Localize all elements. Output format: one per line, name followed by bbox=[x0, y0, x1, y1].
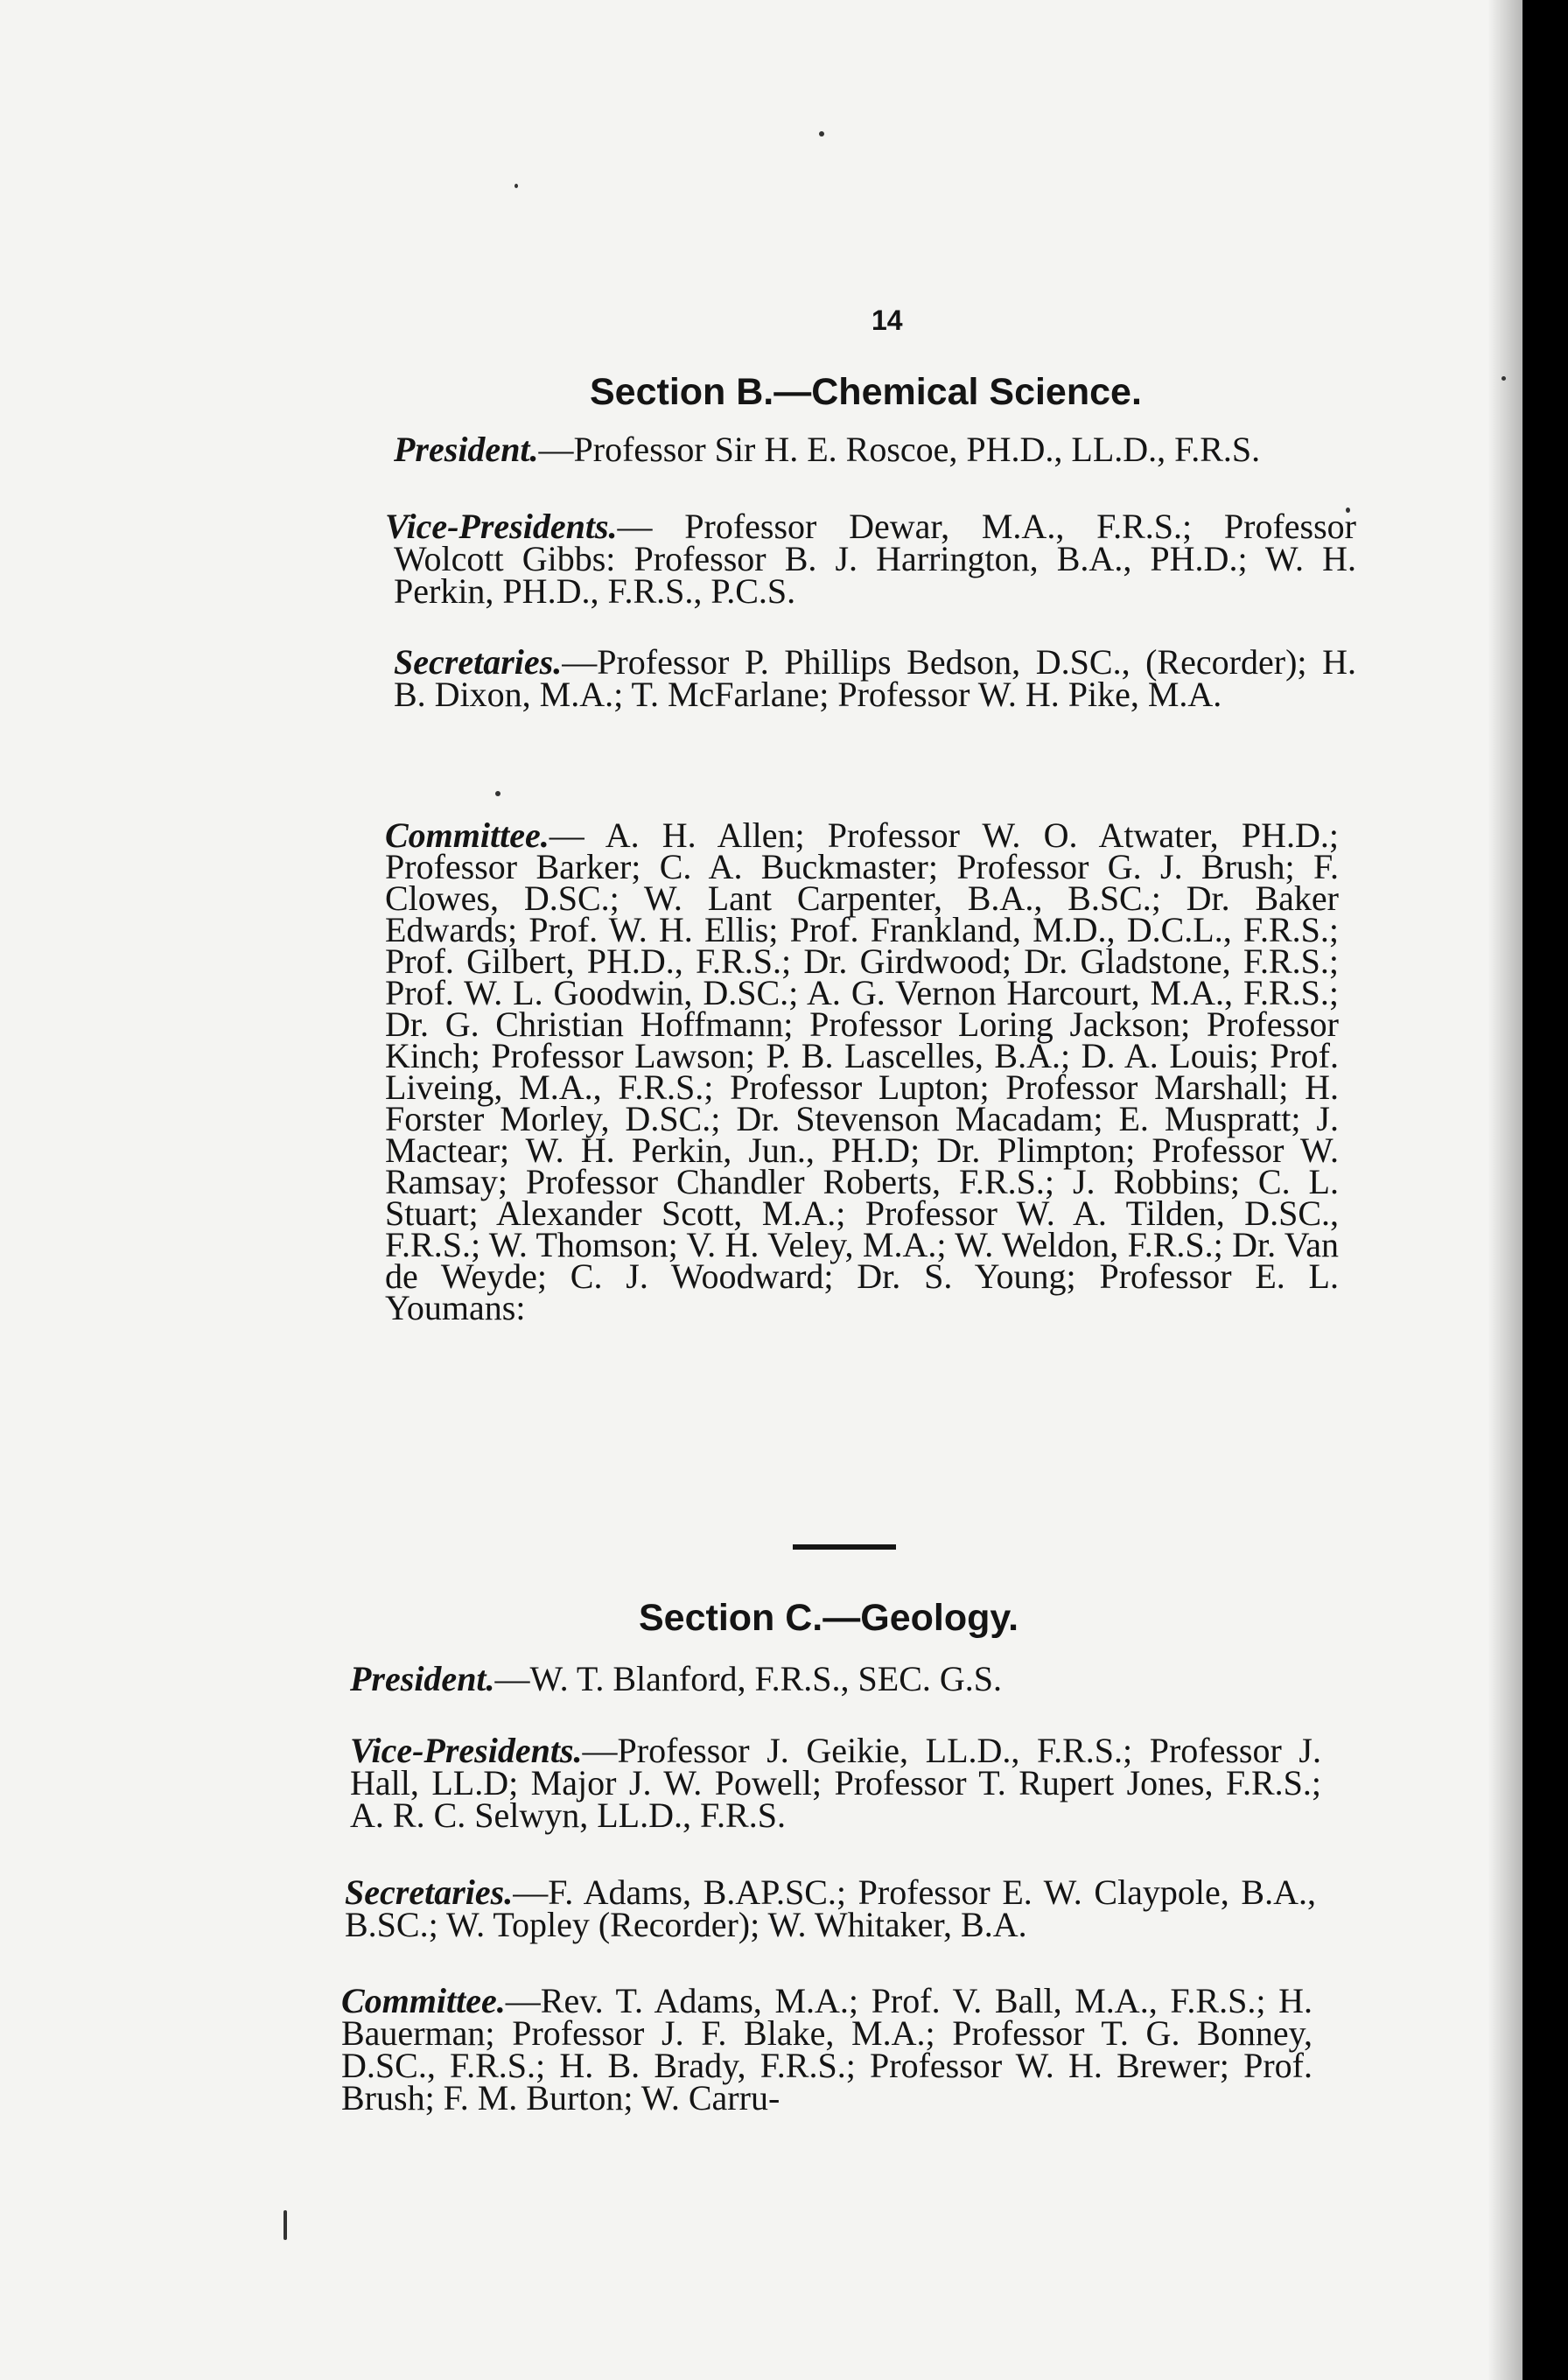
section-c-committee bbox=[341, 1981, 1312, 2118]
ink-speck bbox=[819, 131, 824, 136]
section-b-vice-presidents bbox=[385, 507, 1356, 611]
section-b-secretaries bbox=[394, 642, 1356, 714]
section-c-president bbox=[350, 1659, 1312, 1698]
president-label: President. bbox=[394, 430, 539, 469]
section-b-president bbox=[394, 430, 1312, 469]
committee-text: — A. H. Allen; Professor W. O. Atwater, PH.D.; Professor Barker; C. A. Buckmaster; Professor G. J. Brush; F. Clowes, D.SC.; W. Lant Carpenter, B.A., B.SC.; Dr. Baker Edwards; Prof. W. H. Ellis; Prof. Frankland, M.D., D.C.L., F.R.S.; Prof. Gilbert, PH.D., F.R.S.; Dr. Girdwood; Dr. Gladstone, F.R.S.; Prof. W. L. Goodwin, D.SC.; A. G. Vernon Harcourt, M.A., F.R.S.; Dr. G. Christian Hoffmann; Professor Loring Jackson; Professor Kinch; Professor Lawson; P. B. Lascelles, B.A.; D. A. Louis; Prof. Liveing, M.A., F.R.S.; Professor Lupton; Professor Marshall; H. Forster Morley, D.SC.; Dr. Stevenson Macadam; E. Muspratt; J. Mactear; W. H. Perkin, Jun., PH.D; Dr. Plimpton; Professor W. Ramsay; Professor Chandler Roberts, F.R.S.; J. Robbins; C. L. Stuart; Alexander Scott, M.A.; Professor W. A. Tilden, D.SC., F.R.S.; W. Thomson; V. H. Veley, M.A.; W. Weldon, F.R.S.; Dr. Van de Weyde; C. J. Woodward; Dr. S. Young; Professor E. L. Youmans: bbox=[385, 816, 1339, 1327]
secretaries-text: —F. Adams, B.AP.SC.; Professor E. W. Claypole, B.A., B.SC.; W. Topley (Recorder); W. Whitaker, B.A. bbox=[345, 1872, 1316, 1944]
president-text: —W. T. Blanford, F.R.S., SEC. G.S. bbox=[494, 1659, 1003, 1698]
committee-text: —Rev. T. Adams, M.A.; Prof. V. Ball, M.A., F.R.S.; H. Bauerman; Professor J. F. Blake, M.A.; Professor T. G. Bonney, D.SC., F.R.S.; H. B. Brady, F.R.S.; Professor W. H. Brewer; Prof. Brush; F. M. Burton; W. Carru- bbox=[341, 1981, 1312, 2118]
section-c-secretaries bbox=[345, 1872, 1316, 1944]
vice-presidents-label: Vice-Presidents. bbox=[350, 1731, 583, 1770]
section-b-title: Section B.—Chemical Science. bbox=[590, 371, 1142, 413]
secretaries-label: Secretaries. bbox=[345, 1872, 514, 1912]
president-label: President. bbox=[350, 1659, 495, 1698]
ink-speck bbox=[1502, 376, 1506, 381]
section-b-committee bbox=[385, 816, 1339, 1327]
page-number: 14 bbox=[872, 304, 903, 336]
vice-presidents-label: Vice-Presidents. bbox=[385, 507, 618, 546]
page-edge-shadow bbox=[1488, 0, 1522, 2380]
secretaries-text: —Professor P. Phillips Bedson, D.SC., (Recorder); H. B. Dixon, M.A.; T. McFarlane; Professor W. H. Pike, M.A. bbox=[394, 642, 1356, 714]
president-text: —Professor Sir H. E. Roscoe, PH.D., LL.D., F.R.S. bbox=[538, 430, 1261, 469]
section-c-vice-presidents bbox=[350, 1731, 1321, 1835]
ink-speck bbox=[495, 791, 500, 796]
committee-label: Committee. bbox=[385, 816, 550, 855]
vice-presidents-text: —Professor J. Geikie, LL.D., F.R.S.; Professor J. Hall, LL.D; Major J. W. Powell; Professor T. Rupert Jones, F.R.S.; A. R. C. Selwyn, LL.D., F.R.S. bbox=[350, 1731, 1321, 1835]
ink-speck bbox=[284, 2210, 287, 2240]
committee-label: Committee. bbox=[341, 1981, 506, 2020]
section-c-title: Section C.—Geology. bbox=[639, 1597, 1019, 1639]
ink-speck bbox=[514, 184, 518, 188]
section-divider bbox=[793, 1544, 896, 1550]
secretaries-label: Secretaries. bbox=[394, 642, 563, 682]
vice-presidents-text: — Professor Dewar, M.A., F.R.S.; Professor Wolcott Gibbs: Professor B. J. Harrington, B.A., PH.D.; W. H. Perkin, PH.D., F.R.S., P.C.S. bbox=[394, 507, 1356, 611]
